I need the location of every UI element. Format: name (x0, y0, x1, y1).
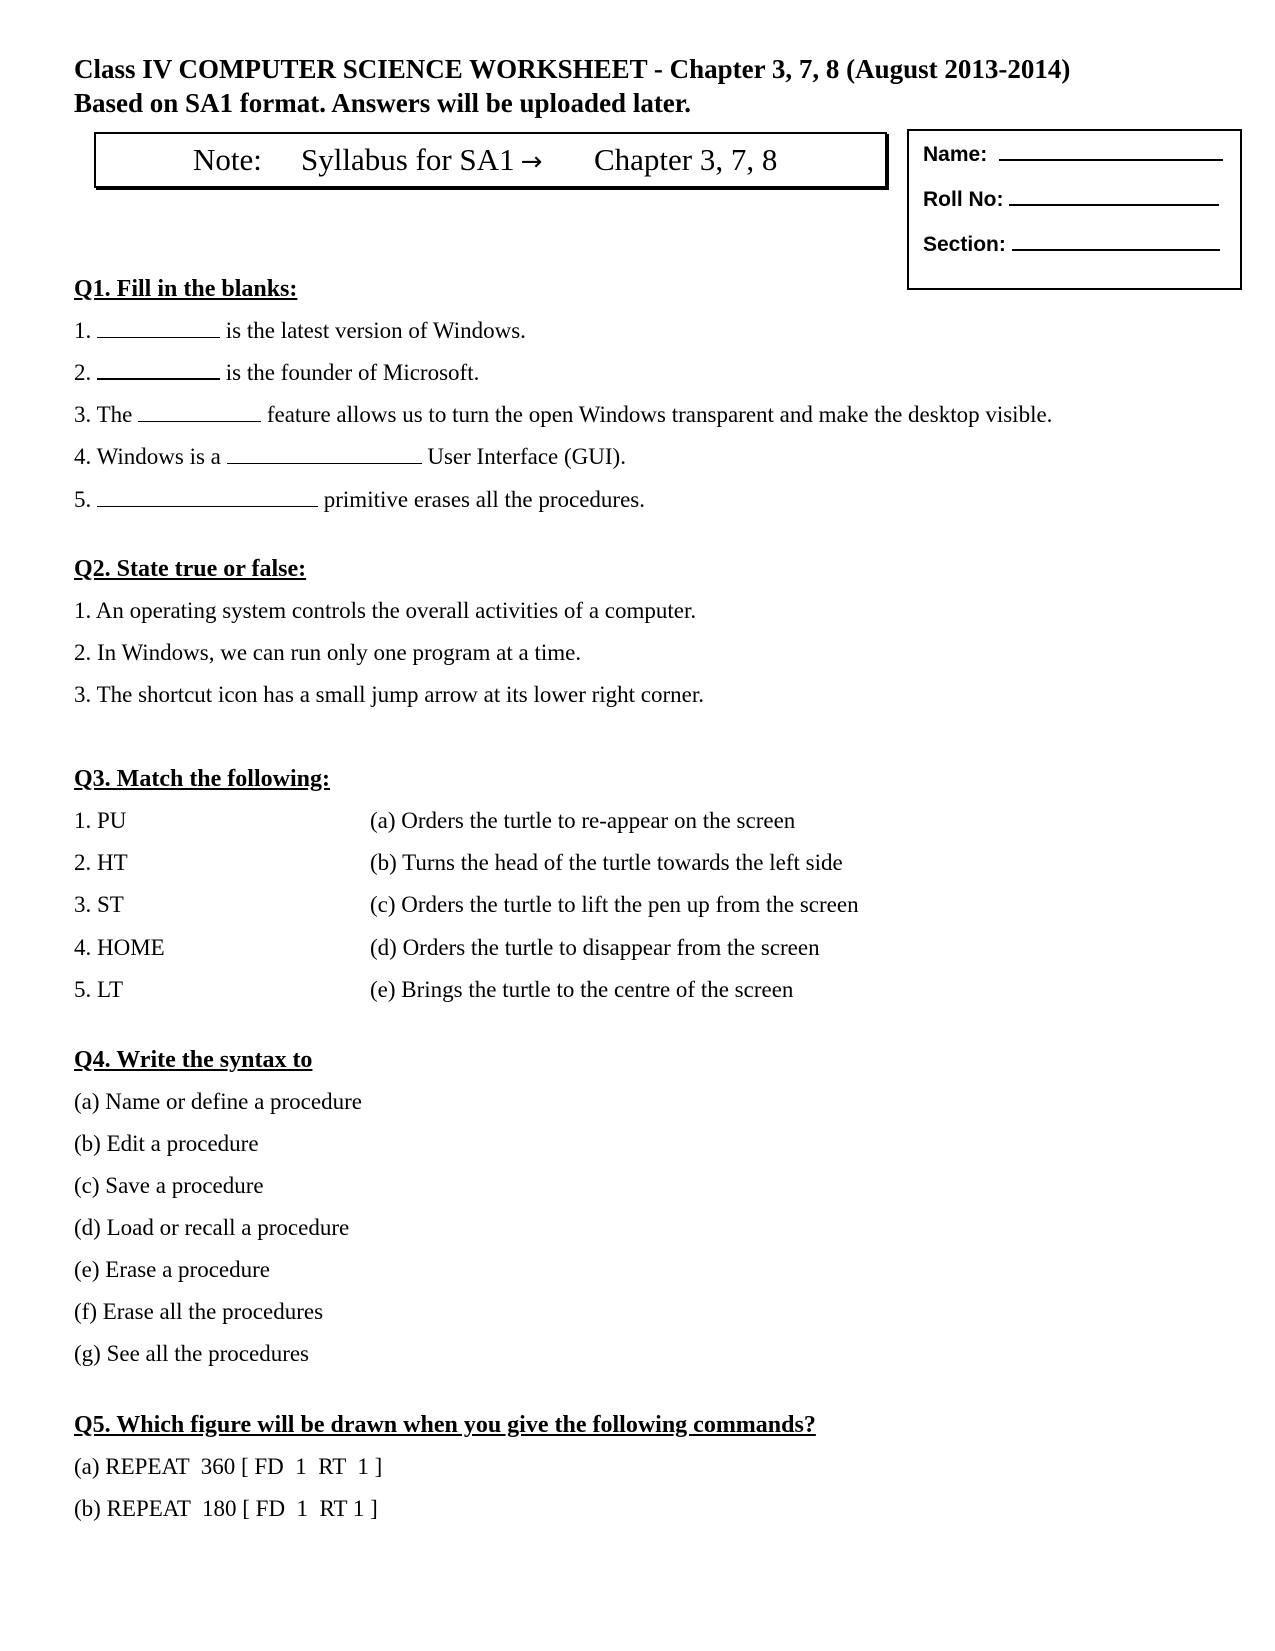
q3-right-item: (d) Orders the turtle to disappear from the screen (370, 935, 820, 960)
q4-item: (f) Erase all the procedures (74, 1299, 324, 1324)
q2-item: 2. In Windows, we can run only one program at a time. (74, 640, 582, 665)
name-row (923, 141, 1223, 167)
roll-row (923, 186, 1219, 212)
syllabus-text (301, 132, 548, 190)
arrow-right-icon: → (520, 147, 543, 177)
q1-item (74, 487, 645, 513)
q1-item-text: feature allows us to turn the open Windows transparent and make the desktop visible. (266, 402, 1053, 427)
q3-left-item: 3. ST (74, 892, 124, 917)
title-line-2: Based on SA1 format. Answers will be uploaded later. (74, 88, 692, 118)
q5-heading: Q5. Which figure will be drawn when you give the following commands? (74, 1412, 816, 1438)
q3-left-item: 4. HOME (74, 935, 165, 960)
q1-item-number: 3. The (74, 402, 133, 427)
q2-item: 3. The shortcut icon has a small jump arrow at its lower right corner. (74, 682, 705, 707)
name-field[interactable] (999, 141, 1223, 161)
q4-heading: Q4. Write the syntax to (74, 1047, 313, 1073)
q4-item: (e) Erase a procedure (74, 1257, 271, 1282)
q2-heading: Q2. State true or false: (74, 556, 307, 582)
q1-item-number: 4. Windows is a (74, 444, 221, 469)
note-label: Note: (193, 142, 262, 177)
student-info-box (907, 129, 1242, 290)
blank-field[interactable] (227, 445, 422, 464)
q3-left-item: 1. PU (74, 808, 127, 833)
q1-item (74, 444, 626, 470)
name-label: Name: (923, 143, 988, 166)
q1-item-text: is the founder of Microsoft. (225, 360, 480, 385)
blank-field[interactable] (97, 360, 220, 380)
q3-right-item: (b) Turns the head of the turtle towards the left side (370, 850, 843, 875)
roll-label: Roll No: (923, 188, 1004, 211)
q1-item-number: 2. (74, 360, 92, 385)
q2-item: 1. An operating system controls the overall activities of a computer. (74, 598, 697, 623)
section-label: Section: (923, 233, 1006, 256)
q4-item: (c) Save a procedure (74, 1173, 264, 1198)
q1-item-text: is the latest version of Windows. (225, 318, 526, 343)
q3-right-item: (a) Orders the turtle to re-appear on the screen (370, 808, 796, 833)
worksheet-title (74, 52, 1224, 120)
q3-heading: Q3. Match the following: (74, 766, 330, 792)
q3-left-item: 5. LT (74, 977, 123, 1002)
q1-item-text: User Interface (GUI). (427, 444, 626, 469)
roll-field[interactable] (1009, 186, 1219, 206)
q4-item: (d) Load or recall a procedure (74, 1215, 350, 1240)
syllabus-label: Syllabus for SA1 (301, 142, 515, 177)
q3-right-item: (c) Orders the turtle to lift the pen up from the screen (370, 892, 859, 917)
q3-left-item: 2. HT (74, 850, 128, 875)
section-field[interactable] (1012, 231, 1220, 251)
q1-item-number: 1. (74, 318, 92, 343)
blank-field[interactable] (97, 319, 220, 338)
q1-item (74, 402, 1052, 428)
q5-item: (a) REPEAT 360 [ FD 1 RT 1 ] (74, 1454, 383, 1479)
q1-heading: Q1. Fill in the blanks: (74, 276, 298, 302)
q3-right-item: (e) Brings the turtle to the centre of the screen (370, 977, 794, 1002)
q1-item (74, 318, 526, 344)
q4-item: (g) See all the procedures (74, 1341, 310, 1366)
q4-item: (a) Name or define a procedure (74, 1089, 362, 1114)
q1-item-number: 5. (74, 487, 92, 512)
title-line-1: Class IV COMPUTER SCIENCE WORKSHEET - Chapter 3, 7, 8 (August 2013-2014) (74, 54, 1071, 84)
blank-field[interactable] (97, 488, 318, 507)
q1-item-text: primitive erases all the procedures. (323, 487, 645, 512)
syllabus-chapters: Chapter 3, 7, 8 (594, 142, 778, 177)
syllabus-note-box (94, 132, 887, 188)
q1-item (74, 360, 479, 386)
section-row (923, 231, 1220, 257)
q5-item: (b) REPEAT 180 [ FD 1 RT 1 ] (74, 1496, 378, 1521)
q4-item: (b) Edit a procedure (74, 1131, 259, 1156)
blank-field[interactable] (138, 403, 261, 422)
